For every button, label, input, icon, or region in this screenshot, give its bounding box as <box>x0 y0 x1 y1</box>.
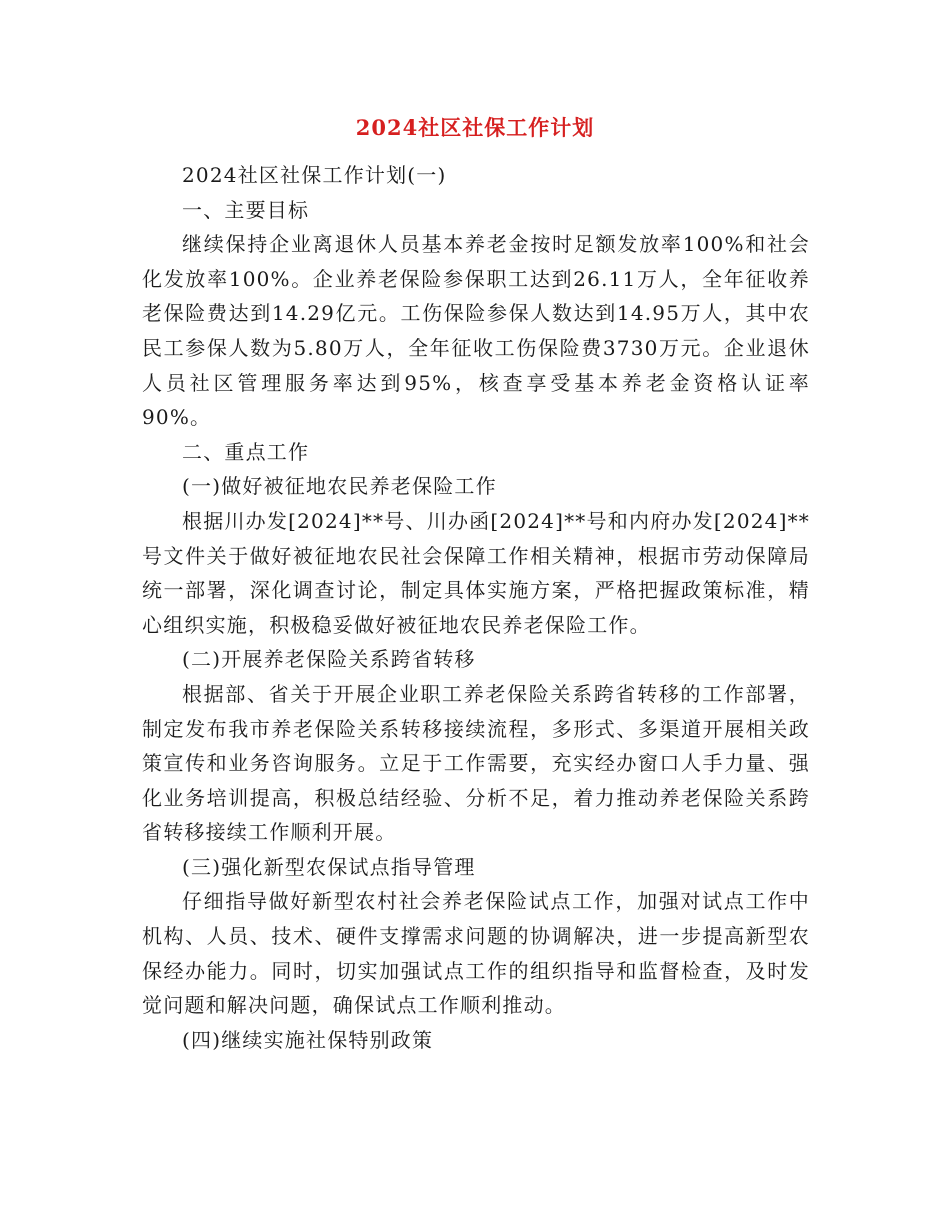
paragraph-land-farmers: 根据川办发[2024]**号、川办函[2024]**号和内府办发[2024]**号文件关于做好被征地农民社会保障工作相关精神，根据市劳动保障局统一部署，深化调查讨论，制定具体实施方案，严格把握政策标准，精心组织实施，积极稳妥做好被征地农民养老保险工作。 <box>142 508 810 637</box>
section-heading-main-goals: 一、主要目标 <box>182 197 310 222</box>
subheading-special-policy: (四)继续实施社保特别政策 <box>182 1027 434 1052</box>
paragraph-cross-province: 根据部、省关于开展企业职工养老保险关系跨省转移的工作部署，制定发布我市养老保险关系转移接续流程，多形式、多渠道开展相关政策宣传和业务咨询服务。立足于工作需要，充实经办窗口人手力量、强化业务培训提高，积极总结经验、分析不足，着力推动养老保险关系跨省转移接续工作顺利开展。 <box>142 681 810 845</box>
document-title: 2024社区社保工作计划 <box>355 115 595 140</box>
subheading-land-farmers: (一)做好被征地农民养老保险工作 <box>182 474 497 499</box>
subheading-cross-province: (二)开展养老保险关系跨省转移 <box>182 647 476 672</box>
paragraph-main-goals: 继续保持企业离退休人员基本养老金按时足额发放率100%和社会化发放率100%。企业养老保险参保职工达到26.11万人，全年征收养老保险费达到14.29亿元。工伤保险参保人数达到14.95万人，其中农民工参保人数为5.80万人，全年征收工伤保险费3730万元。企业退休人员社区管理服务率达到95%，核查享受基本养老金资格认证率90%。 <box>142 232 810 430</box>
paragraph-rural-pilot: 仔细指导做好新型农村社会养老保险试点工作，加强对试点工作中机构、人员、技术、硬件支撑需求问题的协调解决，进一步提高新型农保经办能力。同时，切实加强试点工作的组织指导和监督检查，及时发觉问题和解决问题，确保试点工作顺利推动。 <box>142 889 810 1018</box>
section-heading-key-work: 二、重点工作 <box>182 439 310 464</box>
document-body <box>142 158 810 1057</box>
paragraph-heading-plan: 2024社区社保工作计划(一) <box>182 163 447 187</box>
subheading-rural-pilot: (三)强化新型农保试点指导管理 <box>182 854 476 879</box>
